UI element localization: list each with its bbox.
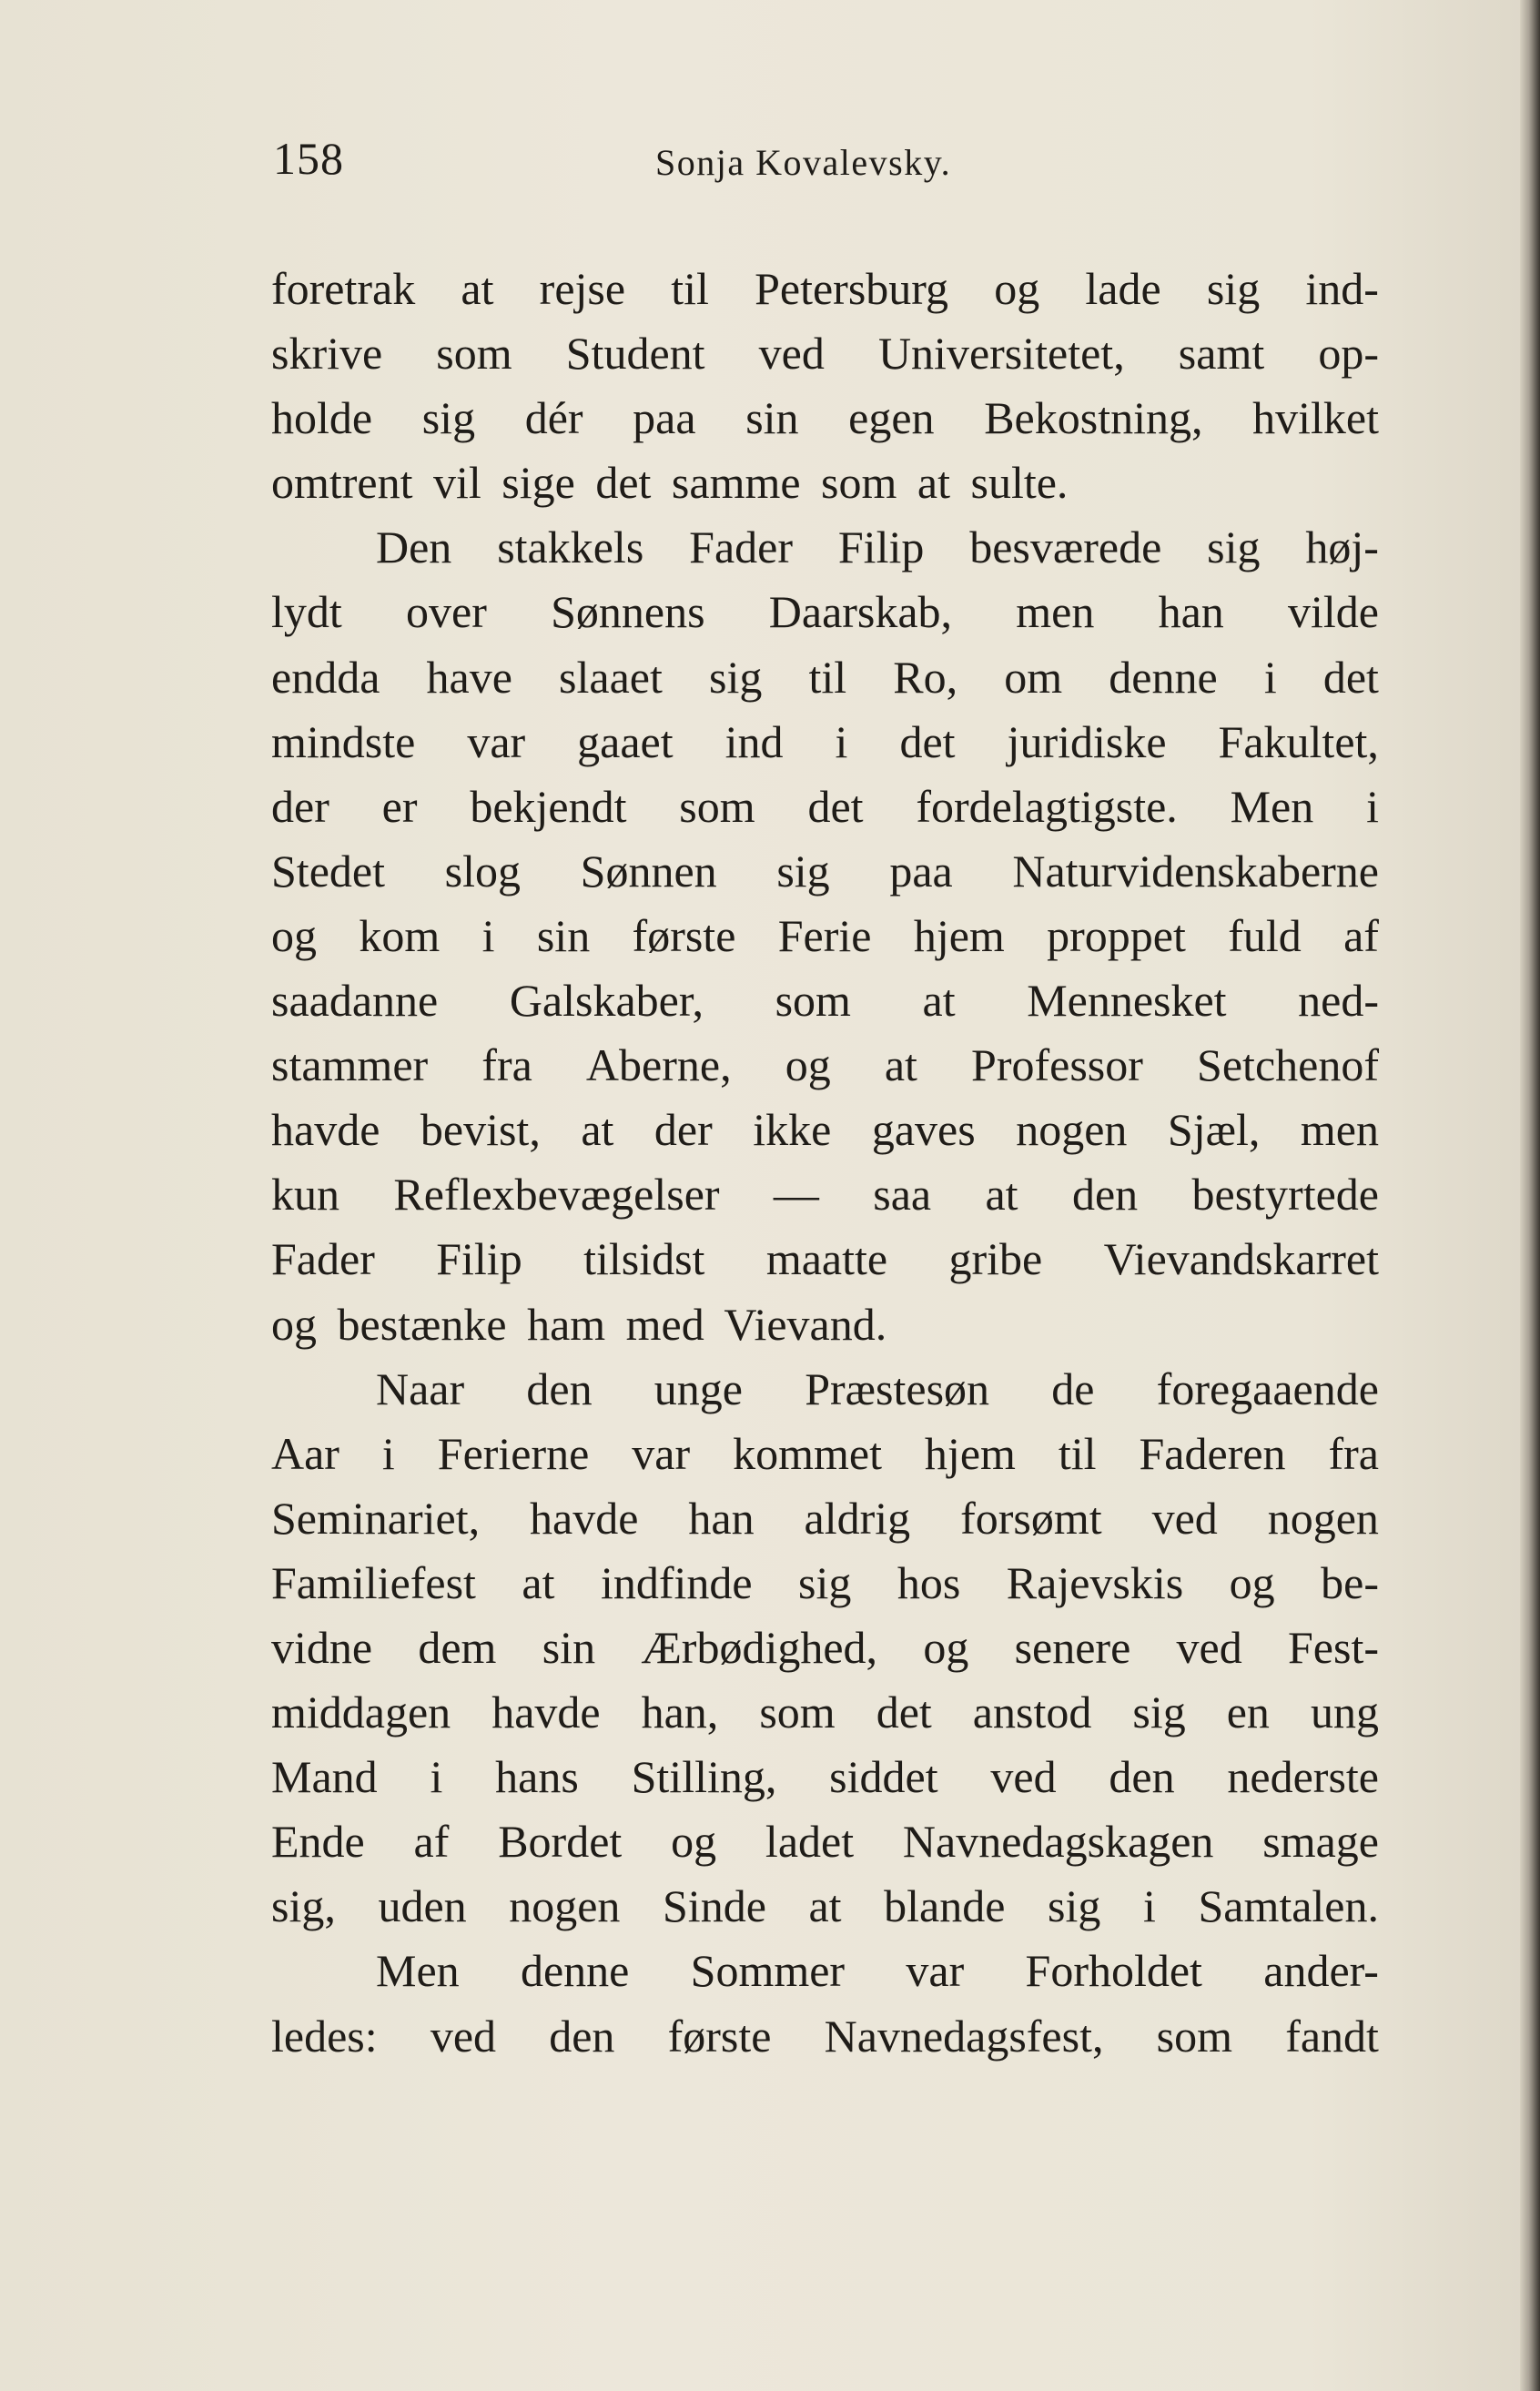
text-line: Aar i Ferierne var kommet hjem til Faderen fra xyxy=(271,1427,1379,1479)
running-title: Sonja Kovalevsky. xyxy=(655,142,952,183)
text-line: holde sig dér paa sin egen Bekostning, hvilket xyxy=(271,392,1379,444)
text-line: kun Reflexbevægelser — saa at den bestyrtede xyxy=(271,1169,1379,1221)
text-line: Naar den unge Præstesøn de foregaaende xyxy=(376,1363,1379,1414)
text-line: Stedet slog Sønnen sig paa Naturvidenskaberne xyxy=(271,845,1379,897)
text-line: havde bevist, at der ikke gaves nogen Sjæl, men xyxy=(271,1104,1379,1156)
text-line: Mand i hans Stilling, siddet ved den nederste xyxy=(271,1751,1379,1803)
text-line: og bestænke ham med Vievand. xyxy=(271,1298,887,1350)
text-line: Fader Filip tilsidst maatte gribe Vievandskarret xyxy=(271,1233,1379,1285)
text-line: skrive som Student ved Universitetet, samt op- xyxy=(271,328,1379,380)
text-line: omtrent vil sige det samme som at sulte. xyxy=(271,457,1069,509)
text-line: der er bekjendt som det fordelagtigste. Men i xyxy=(271,780,1379,832)
body-text xyxy=(271,257,1379,2069)
text-line: mindste var gaaet ind i det juridiske Fakultet, xyxy=(271,715,1379,767)
text-line: sig, uden nogen Sinde at blande sig i Samtalen. xyxy=(271,1880,1379,1932)
text-line: Den stakkels Fader Filip besværede sig høj- xyxy=(376,522,1379,573)
text-line: Ende af Bordet og ladet Navnedagskagen smage xyxy=(271,1816,1379,1868)
text-line: ledes: ved den første Navnedagsfest, som fandt xyxy=(271,2010,1379,2062)
binding-edge xyxy=(1520,0,1540,2391)
text-line: og kom i sin første Ferie hjem proppet fuld af xyxy=(271,909,1379,961)
text-line: vidne dem sin Ærbødighed, og senere ved Fest- xyxy=(271,1621,1379,1673)
text-line: lydt over Sønnens Daarskab, men han vilde xyxy=(271,586,1379,638)
page-number: 158 xyxy=(273,133,344,184)
text-line: Seminariet, havde han aldrig forsømt ved nogen xyxy=(271,1492,1379,1544)
text-line: stammer fra Aberne, og at Professor Setchenof xyxy=(271,1039,1379,1091)
text-line: endda have slaaet sig til Ro, om denne i det xyxy=(271,651,1379,703)
page-header xyxy=(273,132,1379,196)
text-line: saadanne Galskaber, som at Mennesket ned- xyxy=(271,975,1379,1027)
text-line: Men denne Sommer var Forholdet ander- xyxy=(376,1945,1379,1997)
text-line: Familiefest at indfinde sig hos Rajevskis og be- xyxy=(271,1556,1379,1608)
text-line: foretrak at rejse til Petersburg og lade sig ind- xyxy=(271,263,1379,314)
text-line: middagen havde han, som det anstod sig en ung xyxy=(271,1687,1379,1738)
